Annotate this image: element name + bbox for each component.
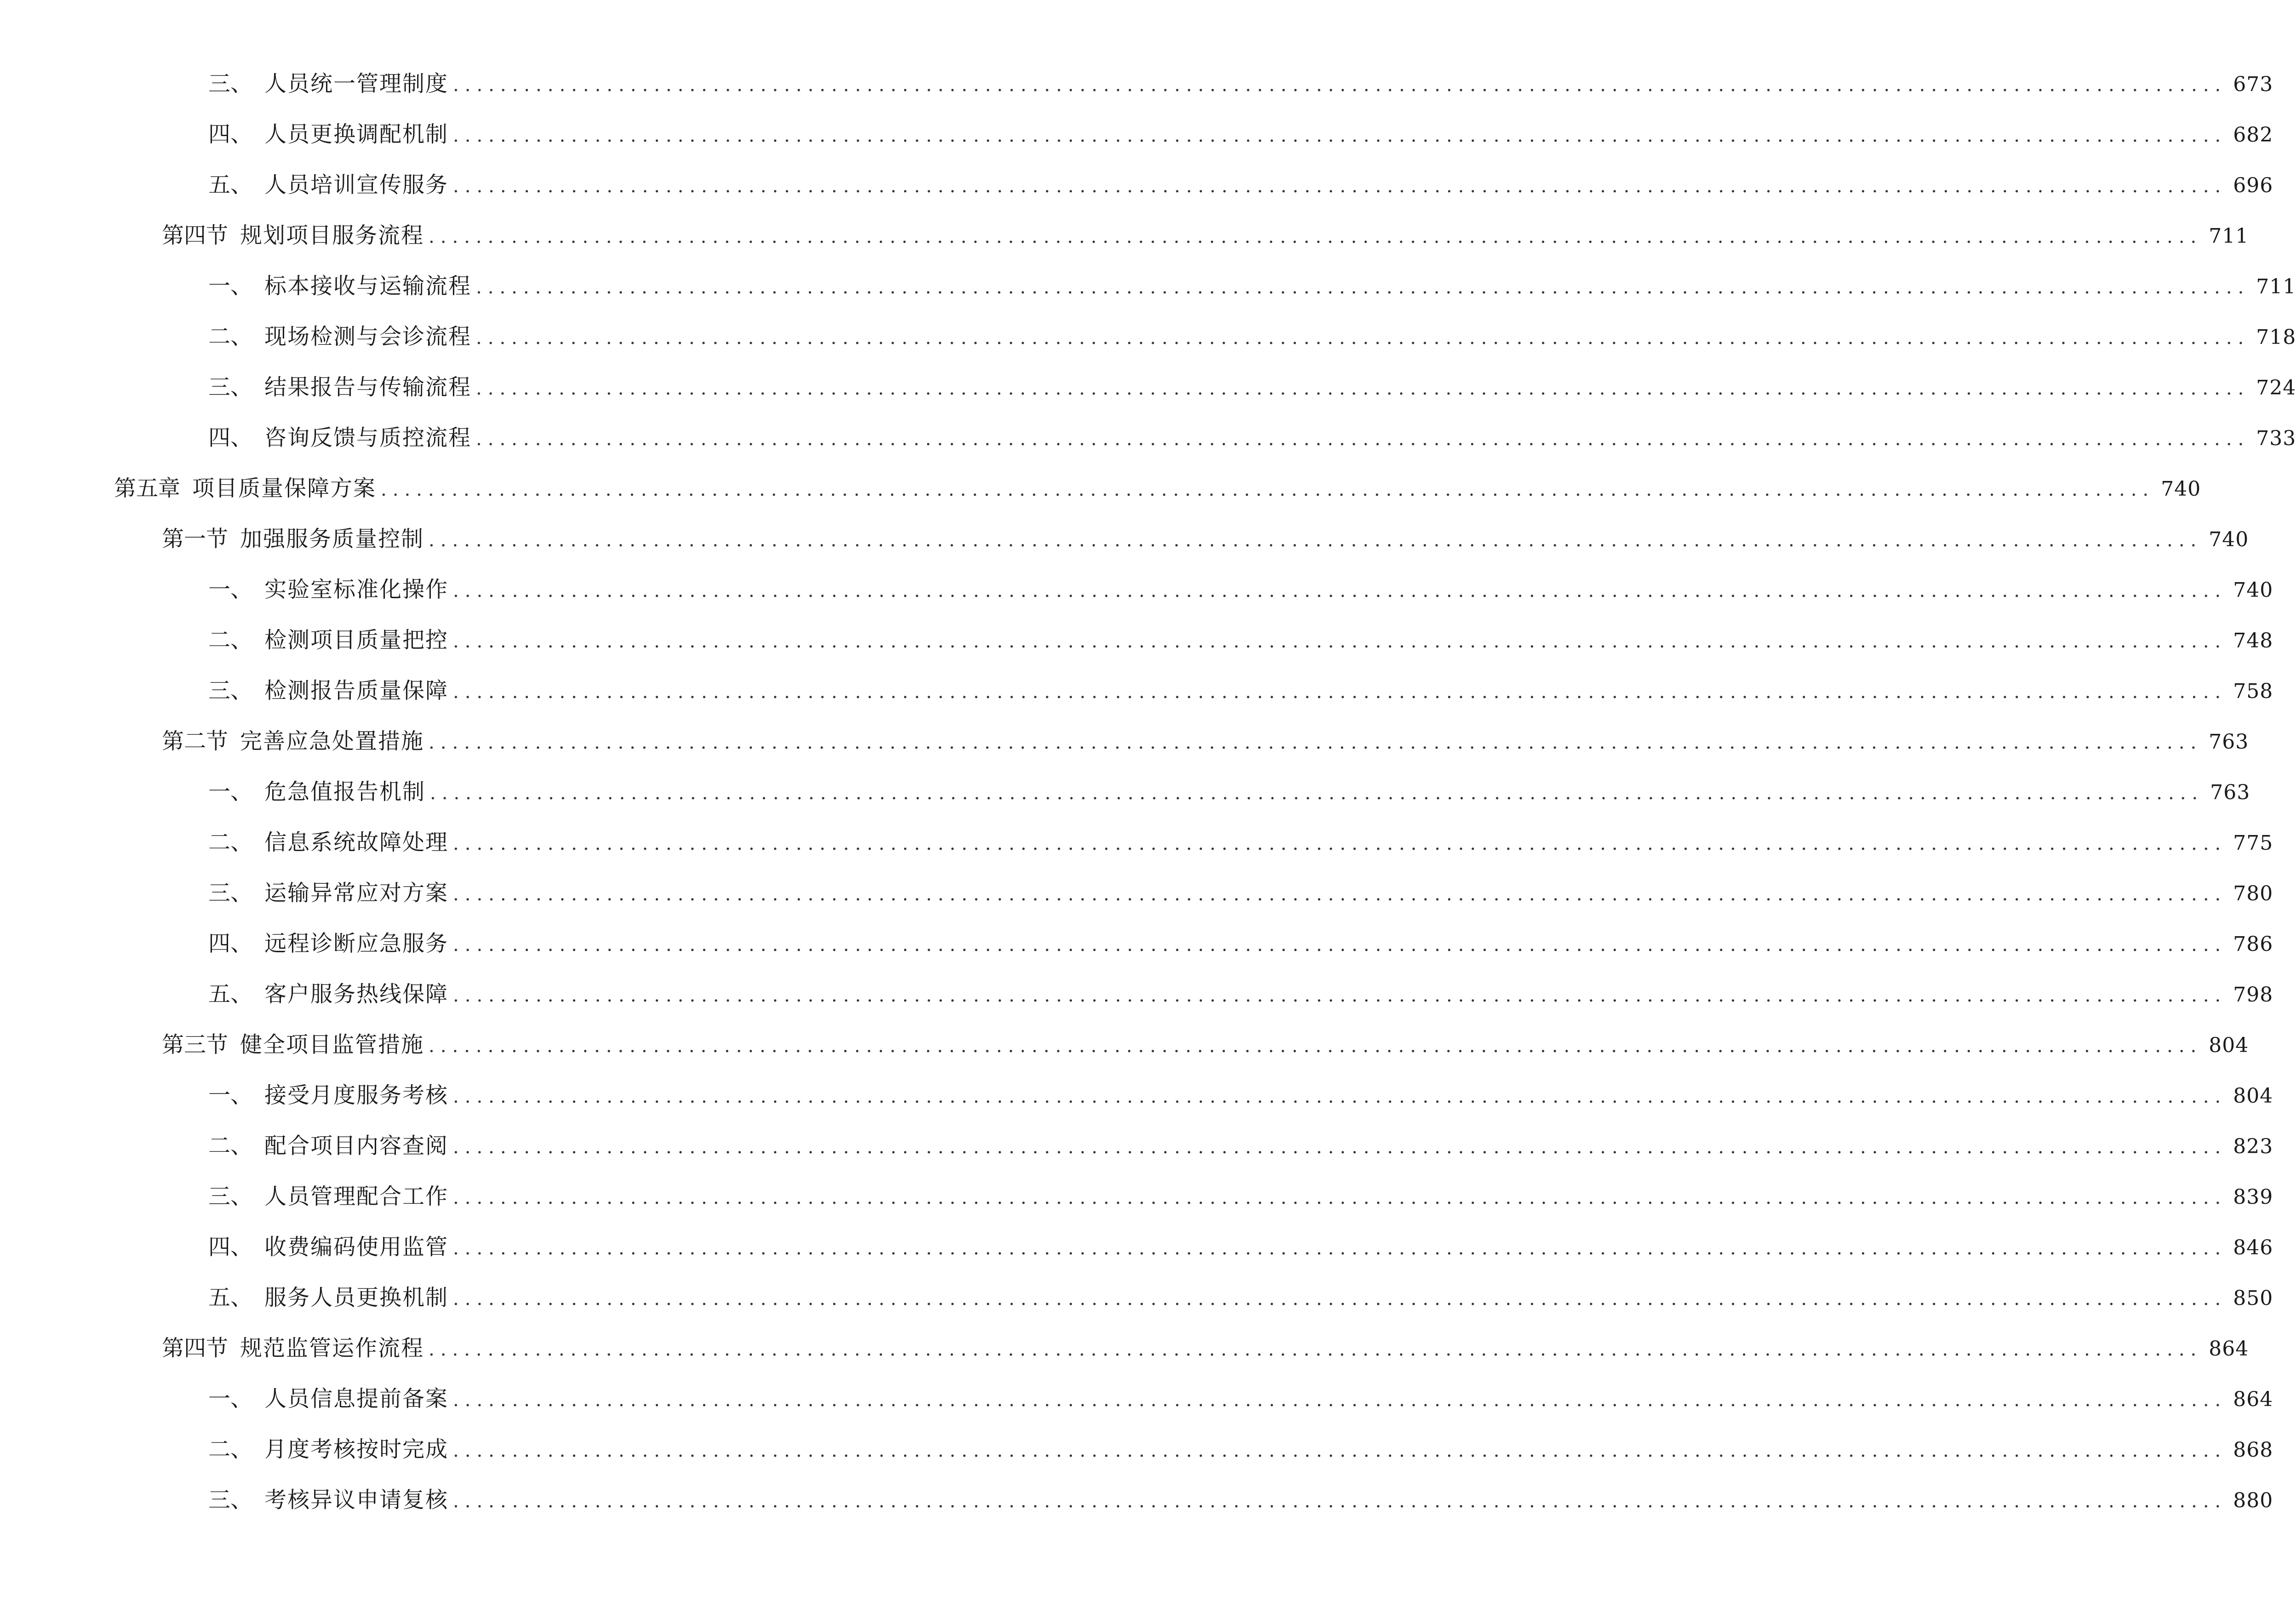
toc-entry[interactable]: [208, 677, 2273, 704]
toc-entry[interactable]: [208, 70, 2273, 97]
toc-entry[interactable]: [208, 1436, 2273, 1463]
toc-entry-title: 规范监管运作流程: [240, 1335, 424, 1361]
toc-entry[interactable]: [208, 1183, 2273, 1210]
toc-entry-title: 考核异议申请复核: [264, 1487, 449, 1513]
toc-entry-number: 三、: [208, 1487, 253, 1513]
toc-dot-leader: ......................................................................................................................................................: [429, 1339, 2203, 1360]
toc-entry-title: 人员信息提前备案: [264, 1386, 449, 1412]
toc-entry-title: 人员培训宣传服务: [264, 172, 449, 198]
toc-page-number: 748: [2233, 629, 2273, 652]
toc-entry[interactable]: [208, 1385, 2273, 1413]
toc-entry-title: 加强服务质量控制: [240, 526, 424, 552]
toc-entry-number: 四、: [208, 121, 253, 147]
toc-entry[interactable]: [162, 1334, 2249, 1362]
toc-entry[interactable]: [208, 1132, 2273, 1160]
toc-page-number: 798: [2233, 983, 2273, 1007]
toc-page-number: 740: [2233, 578, 2273, 602]
toc-entry[interactable]: [208, 930, 2273, 957]
toc-entry[interactable]: [208, 120, 2273, 148]
toc-page-number: 775: [2233, 831, 2273, 855]
toc-entry[interactable]: [208, 626, 2273, 654]
toc-entry-number: 第四节: [162, 223, 229, 248]
toc-entry-title: 检测项目质量把控: [264, 627, 449, 653]
toc-entry-number: 一、: [208, 779, 253, 805]
toc-dot-leader: ......................................................................................................................................................: [430, 783, 2204, 804]
toc-entry[interactable]: [208, 323, 2296, 350]
toc-dot-leader: ......................................................................................................................................................: [453, 1187, 2227, 1208]
toc-dot-leader: ......................................................................................................................................................: [453, 1238, 2227, 1259]
toc-dot-leader: ......................................................................................................................................................: [476, 429, 2250, 450]
toc-entry-title: 标本接收与运输流程: [264, 273, 472, 299]
toc-dot-leader: ......................................................................................................................................................: [429, 1035, 2203, 1057]
toc-page-number: 868: [2233, 1438, 2273, 1462]
toc-entry-number: 三、: [208, 71, 253, 97]
toc-entry-title: 客户服务热线保障: [264, 981, 449, 1007]
toc-entry-title: 人员更换调配机制: [264, 121, 449, 147]
toc-entry[interactable]: [208, 1081, 2273, 1109]
toc-entry[interactable]: [208, 829, 2273, 856]
toc-entry-title: 人员统一管理制度: [264, 71, 449, 97]
toc-entry-title: 现场检测与会诊流程: [264, 324, 472, 349]
toc-entry-title: 结果报告与传输流程: [264, 374, 472, 400]
toc-entry-title: 实验室标准化操作: [264, 577, 449, 602]
toc-page-number: 846: [2233, 1236, 2273, 1259]
toc-entry-number: 二、: [208, 829, 253, 855]
toc-dot-leader: ......................................................................................................................................................: [453, 1288, 2227, 1310]
toc-entry-title: 健全项目监管措施: [240, 1032, 424, 1058]
toc-page-number: 763: [2210, 781, 2250, 804]
toc-entry-number: 三、: [208, 880, 253, 906]
toc-page-number: 864: [2209, 1337, 2249, 1361]
toc-page-number: 673: [2233, 73, 2273, 96]
toc-dot-leader: ......................................................................................................................................................: [476, 378, 2250, 399]
toc-entry-number: 三、: [208, 1184, 253, 1209]
toc-dot-leader: ......................................................................................................................................................: [453, 833, 2227, 854]
toc-page-number: 724: [2256, 376, 2296, 400]
toc-entry-title: 月度考核按时完成: [264, 1436, 449, 1462]
toc-page-number: 758: [2233, 680, 2273, 703]
toc-entry-number: 一、: [208, 577, 253, 602]
toc-entry-number: 第四节: [162, 1335, 229, 1361]
toc-entry-title: 检测报告质量保障: [264, 678, 449, 704]
toc-entry[interactable]: [208, 272, 2296, 300]
toc-entry[interactable]: [162, 222, 2249, 249]
toc-dot-leader: ......................................................................................................................................................: [453, 631, 2227, 652]
toc-entry-title: 咨询反馈与质控流程: [264, 425, 472, 451]
toc-dot-leader: ......................................................................................................................................................: [429, 226, 2203, 247]
toc-entry-number: 二、: [208, 324, 253, 349]
toc-page-number: 850: [2233, 1287, 2273, 1310]
toc-entry[interactable]: [208, 373, 2296, 401]
toc-entry[interactable]: [208, 1233, 2273, 1261]
toc-dot-leader: ......................................................................................................................................................: [453, 1137, 2227, 1158]
toc-page-number: 839: [2233, 1185, 2273, 1209]
toc-entry-title: 运输异常应对方案: [264, 880, 449, 906]
toc-entry-number: 一、: [208, 273, 253, 299]
toc-page-number: 696: [2233, 174, 2273, 197]
toc-entry-number: 二、: [208, 1436, 253, 1462]
toc-dot-leader: ......................................................................................................................................................: [453, 1086, 2227, 1107]
toc-entry-number: 五、: [208, 172, 253, 198]
toc-page-number: 711: [2256, 275, 2296, 298]
toc-entry-number: 第五章: [114, 475, 181, 501]
toc-dot-leader: ......................................................................................................................................................: [429, 732, 2203, 753]
toc-page-number: 740: [2161, 477, 2201, 501]
toc-page-number: 780: [2233, 882, 2273, 905]
toc-entry-number: 第一节: [162, 526, 229, 552]
toc-dot-leader: ......................................................................................................................................................: [429, 530, 2203, 551]
toc-dot-leader: ......................................................................................................................................................: [453, 1440, 2227, 1461]
toc-dot-leader: ......................................................................................................................................................: [453, 1390, 2227, 1411]
toc-entry-title: 配合项目内容查阅: [264, 1133, 449, 1159]
toc-entry-title: 收费编码使用监管: [264, 1234, 449, 1260]
toc-entry[interactable]: [208, 879, 2273, 907]
toc-entry-title: 人员管理配合工作: [264, 1184, 449, 1209]
toc-page-number: 740: [2209, 528, 2249, 551]
toc-entry[interactable]: [162, 1031, 2249, 1058]
toc-page-number: 682: [2233, 123, 2273, 147]
toc-entry-title: 接受月度服务考核: [264, 1082, 449, 1108]
toc-entry-number: 二、: [208, 1133, 253, 1159]
toc-page-number: 718: [2256, 326, 2296, 349]
toc-entry-title: 信息系统故障处理: [264, 829, 449, 855]
toc-page-number: 786: [2233, 932, 2273, 956]
toc-page-number: 864: [2233, 1388, 2273, 1411]
toc-page-number: 880: [2233, 1489, 2273, 1512]
toc-entry-number: 一、: [208, 1386, 253, 1412]
toc-page-number: 711: [2209, 224, 2249, 248]
toc-dot-leader: ......................................................................................................................................................: [453, 74, 2227, 96]
toc-entry-title: 危急值报告机制: [264, 779, 426, 805]
toc-dot-leader: ......................................................................................................................................................: [453, 985, 2227, 1006]
toc-entry-number: 四、: [208, 931, 253, 956]
toc-entry[interactable]: [208, 1284, 2273, 1311]
toc-entry-number: 第二节: [162, 728, 229, 754]
toc-entry[interactable]: [114, 475, 2201, 502]
toc-dot-leader: ......................................................................................................................................................: [381, 479, 2155, 500]
toc-dot-leader: ......................................................................................................................................................: [476, 277, 2250, 298]
toc-entry-number: 一、: [208, 1082, 253, 1108]
toc-entry-title: 规划项目服务流程: [240, 223, 424, 248]
toc-dot-leader: ......................................................................................................................................................: [453, 681, 2227, 703]
toc-dot-leader: ......................................................................................................................................................: [453, 125, 2227, 146]
toc-entry[interactable]: [162, 525, 2249, 553]
toc-entry[interactable]: [162, 727, 2249, 755]
toc-entry-number: 五、: [208, 981, 253, 1007]
toc-dot-leader: ......................................................................................................................................................: [453, 176, 2227, 197]
toc-page-number: 823: [2233, 1135, 2273, 1158]
toc-entry-number: 第三节: [162, 1032, 229, 1058]
toc-entry-number: 五、: [208, 1285, 253, 1310]
toc-entry-number: 二、: [208, 627, 253, 653]
toc-entry-title: 服务人员更换机制: [264, 1285, 449, 1310]
toc-page-number: 733: [2256, 427, 2296, 450]
toc-entry[interactable]: [208, 576, 2273, 603]
toc-entry-number: 三、: [208, 678, 253, 704]
toc-entry-title: 远程诊断应急服务: [264, 931, 449, 956]
toc-page-number: 804: [2233, 1084, 2273, 1108]
toc-entry[interactable]: [208, 1486, 2273, 1514]
toc-entry[interactable]: [208, 171, 2273, 199]
toc-entry-number: 三、: [208, 374, 253, 400]
toc-entry-title: 项目质量保障方案: [192, 475, 377, 501]
toc-entry-title: 完善应急处置措施: [240, 728, 424, 754]
toc-dot-leader: ......................................................................................................................................................: [453, 1491, 2227, 1512]
toc-dot-leader: ......................................................................................................................................................: [476, 327, 2250, 349]
toc-page-number: 804: [2209, 1034, 2249, 1057]
toc-dot-leader: ......................................................................................................................................................: [453, 884, 2227, 905]
toc-entry-number: 四、: [208, 1234, 253, 1260]
toc-entry[interactable]: [208, 778, 2250, 806]
toc-page-number: 763: [2209, 730, 2249, 754]
toc-dot-leader: ......................................................................................................................................................: [453, 580, 2227, 601]
toc-entry[interactable]: [208, 980, 2273, 1008]
toc-entry[interactable]: [208, 424, 2296, 452]
toc-dot-leader: ......................................................................................................................................................: [453, 934, 2227, 955]
toc-entry-number: 四、: [208, 425, 253, 451]
